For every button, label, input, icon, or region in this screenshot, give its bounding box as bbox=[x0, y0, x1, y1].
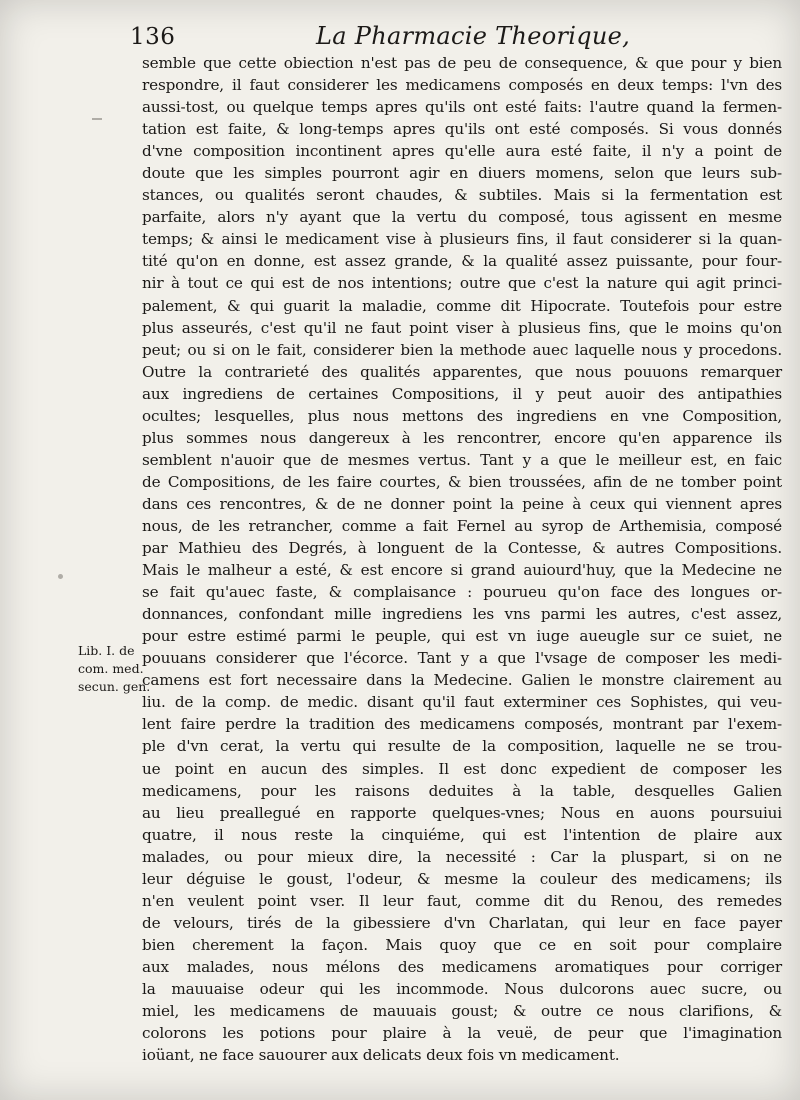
text-line: semblent n'auoir que de mesmes vertus. Tant y a que le meilleur est, en faic bbox=[142, 450, 782, 469]
text-line: ocultes; lesquelles, plus nous mettons des ingrediens en vne Composition, bbox=[142, 406, 782, 425]
text-line: ple d'vn cerat, la vertu qui resulte de la composition, laquelle ne se trou- bbox=[142, 737, 782, 756]
text-line: leur déguise le goust, l'odeur, & mesme la couleur des medicamens; ils bbox=[142, 869, 782, 888]
text-line: pouuans considerer que l'écorce. Tant y a que l'vsage de composer les medi- bbox=[142, 649, 782, 668]
text-line: la mauuaise odeur qui les incommode. Nous dulcorons auec sucre, ou bbox=[142, 979, 782, 998]
text-line: doute que les simples pourront agir en diuers momens, selon que leurs sub- bbox=[142, 164, 782, 183]
text-line: medicamens, pour les raisons deduites à la table, desquelles Galien bbox=[142, 781, 782, 800]
text-line: colorons les potions pour plaire à la veuë, de peur que l'imagination bbox=[142, 1024, 782, 1043]
text-line: respondre, il faut considerer les medicamens composés en deux temps: l'vn des bbox=[142, 76, 782, 95]
text-line: plus asseurés, c'est qu'il ne faut point viser à plusieus fins, que le moins qu'on bbox=[142, 318, 782, 337]
text-line: par Mathieu des Degrés, à longuent de la Contesse, & autres Compositions. bbox=[142, 539, 782, 558]
margin-note bbox=[78, 642, 151, 696]
text-line: de velours, tirés de la gibessiere d'vn Charlatan, qui leur en face payer bbox=[142, 913, 782, 932]
text-line: temps; & ainsi le medicament vise à plusieurs fins, il faut considerer si la quan- bbox=[142, 230, 782, 249]
text-line: camens est fort necessaire dans la Medecine. Galien le monstre clairement au bbox=[142, 671, 782, 690]
text-line: donnances, confondant mille ingrediens les vns parmi les autres, c'est assez, bbox=[142, 605, 782, 624]
text-line: ue point en aucun des simples. Il est donc expedient de composer les bbox=[142, 759, 782, 778]
text-line: peut; ou si on le fait, considerer bien la methode auec laquelle nous y procedons. bbox=[142, 340, 782, 359]
text-line: ioüant, ne face sauourer aux delicats deux fois vn medicament. bbox=[142, 1046, 620, 1065]
body-text bbox=[142, 52, 782, 1066]
page-number: 136 bbox=[130, 24, 176, 50]
text-line: palement, & qui guarit la maladie, comme dit Hipocrate. Toutefois pour estre bbox=[142, 296, 782, 315]
margin-dot bbox=[58, 574, 63, 579]
text-line: nous, de les retrancher, comme a fait Fernel au syrop de Arthemisia, composé bbox=[142, 516, 782, 535]
text-line: tité qu'on en donne, est assez grande, & la qualité assez puissante, pour four- bbox=[142, 252, 782, 271]
text-line: Outre la contrarieté des qualités apparentes, que nous pouuons remarquer bbox=[142, 362, 782, 381]
text-line: se fait qu'auec faste, & complaisance : pourueu qu'on face des longues or- bbox=[142, 583, 782, 602]
text-line: nir à tout ce qui est de nos intentions; outre que c'est la nature qui agit princi- bbox=[142, 274, 782, 293]
margin-mark bbox=[92, 118, 102, 120]
text-line: stances, ou qualités seront chaudes, & subtiles. Mais si la fermentation est bbox=[142, 186, 782, 205]
text-line: parfaite, alors n'y ayant que la vertu du composé, tous agissent en mesme bbox=[142, 208, 782, 227]
text-line: bien cherement la façon. Mais quoy que ce en soit pour complaire bbox=[142, 935, 782, 954]
running-title: La Pharmacie Theorique, bbox=[316, 22, 631, 50]
page-header bbox=[130, 22, 782, 56]
text-line: semble que cette obiection n'est pas de peu de consequence, & que pour y bien bbox=[142, 54, 782, 72]
text-line: lent faire perdre la tradition des medicamens composés, montrant par l'exem- bbox=[142, 715, 782, 734]
text-line: plus sommes nous dangereux à les rencontrer, encore qu'en apparence ils bbox=[142, 428, 782, 447]
text-line: de Compositions, de les faire courtes, & bien troussées, afin de ne tomber point bbox=[142, 472, 782, 491]
text-line: dans ces rencontres, & de ne donner point la peine à ceux qui viennent apres bbox=[142, 494, 782, 513]
text-line: malades, ou pour mieux dire, la necessité : Car la pluspart, si on ne bbox=[142, 847, 782, 866]
text-line: aux malades, nous mélons des medicamens aromatiques pour corriger bbox=[142, 957, 782, 976]
text-line: d'vne composition incontinent apres qu'elle aura esté faite, il n'y a point de bbox=[142, 142, 782, 161]
text-line: aussi-tost, ou quelque temps apres qu'ils ont esté faits: l'autre quand la fermen- bbox=[142, 98, 782, 117]
margin-note-line: secun. gen. bbox=[78, 679, 151, 694]
text-line: n'en veulent point vser. Il leur faut, comme dit du Renou, des remedes bbox=[142, 891, 782, 910]
text-line: miel, les medicamens de mauuais goust; & outre ce nous clarifions, & bbox=[142, 1002, 782, 1021]
text-line: au lieu preallegué en rapporte quelques-vnes; Nous en auons poursuiui bbox=[142, 803, 782, 822]
text-line: tation est faite, & long-temps apres qu'ils ont esté composés. Si vous donnés bbox=[142, 120, 782, 139]
text-line: liu. de la comp. de medic. disant qu'il faut exterminer ces Sophistes, qui veu- bbox=[142, 693, 782, 712]
text-line: pour estre estimé parmi le peuple, qui est vn iuge aueugle sur ce suiet, ne bbox=[142, 627, 782, 646]
margin-note-line: com. med. bbox=[78, 661, 144, 676]
margin-note-line: Lib. I. de bbox=[78, 643, 135, 658]
text-line: quatre, il nous reste la cinquiéme, qui est l'intention de plaire aux bbox=[142, 825, 782, 844]
text-line: aux ingrediens de certaines Compositions, il y peut auoir des antipathies bbox=[142, 384, 782, 403]
text-line: Mais le malheur a esté, & est encore si grand auiourd'huy, que la Medecine ne bbox=[142, 561, 782, 580]
